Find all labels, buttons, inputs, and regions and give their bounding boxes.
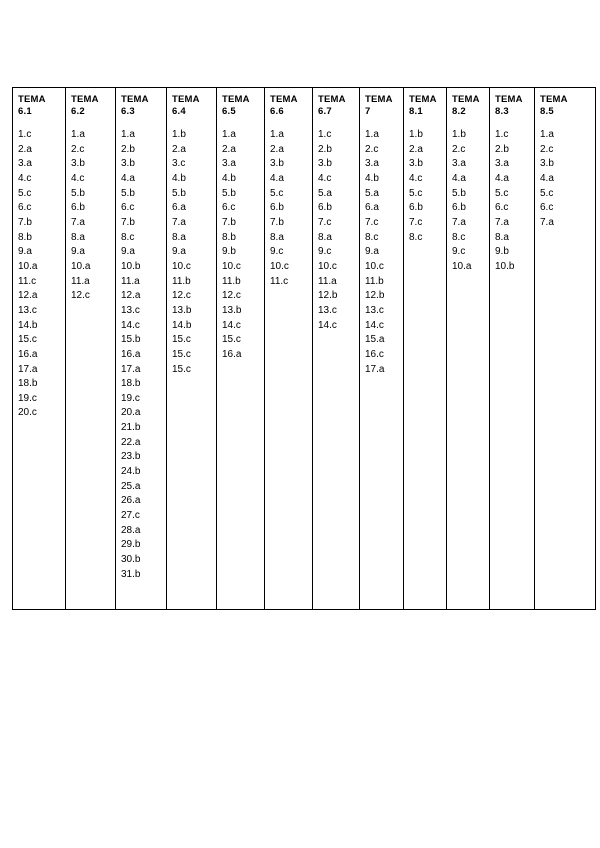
answer-item: 2.a	[18, 143, 32, 155]
answer-item: 6.c	[18, 202, 32, 214]
answer-item: 4.a	[270, 172, 284, 184]
tema-column-6-3	[116, 88, 167, 609]
answer-item: 15.c	[172, 348, 191, 360]
answer-item: 3.a	[495, 158, 509, 170]
answer-item: 18.b	[18, 378, 38, 390]
answer-item: 3.b	[409, 158, 423, 170]
answer-list	[540, 128, 595, 231]
answer-item: 9.a	[18, 246, 32, 258]
tema-column-8-2	[447, 88, 490, 609]
answer-item: 5.c	[270, 187, 284, 199]
answer-item: 7.c	[318, 216, 332, 228]
answer-item: 15.c	[172, 334, 191, 346]
answer-item: 1.b	[172, 129, 186, 140]
answer-list	[71, 128, 115, 304]
column-header: TEMA 8.3	[495, 94, 523, 117]
answer-item: 17.a	[365, 363, 385, 375]
answer-item: 6.b	[409, 202, 423, 214]
answer-item: 3.b	[540, 158, 554, 170]
answer-item: 2.b	[318, 143, 332, 155]
answer-item: 8.c	[452, 231, 466, 243]
answer-item: 10.c	[270, 260, 289, 272]
answer-item: 14.c	[222, 319, 241, 331]
answer-item: 7.b	[18, 216, 32, 228]
answer-item: 6.c	[121, 202, 135, 214]
answer-item: 29.b	[121, 539, 141, 551]
answer-item: 6.a	[172, 202, 186, 214]
answer-item: 10.c	[172, 260, 191, 272]
answer-item: 15.a	[365, 334, 385, 346]
answer-item: 7.a	[172, 216, 186, 228]
answer-item: 3.a	[222, 158, 236, 170]
answer-item: 12.b	[365, 290, 385, 302]
tema-column-7	[360, 88, 404, 609]
answer-item: 9.c	[270, 246, 284, 258]
answer-item: 4.a	[540, 172, 554, 184]
answer-item: 12.a	[121, 290, 141, 302]
answer-item: 1.c	[318, 129, 332, 140]
answer-item: 8.a	[270, 231, 284, 243]
answer-item: 5.b	[452, 187, 466, 199]
answer-item: 10.b	[495, 260, 515, 272]
answer-item: 10.a	[71, 260, 91, 272]
answer-item: 7.a	[495, 216, 509, 228]
answer-item: 10.a	[18, 260, 38, 272]
answer-item: 5.c	[409, 187, 423, 199]
answer-item: 9.a	[365, 246, 379, 258]
column-header: TEMA 6.7	[318, 94, 346, 117]
tema-column-8-5	[535, 88, 595, 609]
answer-item: 20.a	[121, 407, 141, 419]
answer-item: 1.a	[540, 129, 554, 140]
answer-item: 4.a	[495, 172, 509, 184]
answer-item: 3.c	[172, 158, 186, 170]
answer-item: 16.c	[365, 348, 384, 360]
answer-item: 3.a	[452, 158, 466, 170]
answer-item: 5.c	[18, 187, 32, 199]
answer-item: 4.a	[121, 172, 135, 184]
answer-item: 1.b	[409, 129, 423, 140]
answer-item: 2.a	[409, 143, 423, 155]
answer-item: 8.a	[172, 231, 186, 243]
answer-item: 18.b	[121, 378, 141, 390]
answer-item: 11.b	[222, 275, 241, 287]
answer-item: 21.b	[121, 422, 141, 434]
answer-item: 1.a	[270, 129, 284, 140]
answer-item: 7.a	[540, 216, 554, 228]
answer-item: 8.b	[222, 231, 236, 243]
answer-item: 4.c	[409, 172, 423, 184]
answer-item: 2.a	[222, 143, 236, 155]
answer-item: 26.a	[121, 495, 141, 507]
answer-item: 5.a	[318, 187, 332, 199]
answer-item: 17.a	[121, 363, 141, 375]
answer-item: 19.c	[18, 392, 37, 404]
answer-item: 6.b	[318, 202, 332, 214]
answer-item: 3.b	[71, 158, 85, 170]
answer-item: 13.c	[121, 304, 140, 316]
answer-item: 28.a	[121, 524, 141, 536]
column-header: TEMA 6.6	[270, 94, 298, 117]
answer-item: 13.c	[365, 304, 384, 316]
column-header: TEMA 7	[365, 94, 393, 117]
answer-item: 24.b	[121, 466, 141, 478]
answer-item: 7.c	[365, 216, 379, 228]
answer-item: 4.c	[71, 172, 85, 184]
column-header: TEMA 6.1	[18, 94, 46, 117]
answer-item: 1.c	[495, 129, 509, 140]
answer-item: 9.c	[318, 246, 332, 258]
answer-item: 15.c	[18, 334, 37, 346]
column-header: TEMA 8.5	[540, 94, 568, 117]
answer-item: 9.b	[222, 246, 236, 258]
answer-item: 3.a	[18, 158, 32, 170]
answer-item: 8.b	[18, 231, 32, 243]
answer-item: 4.b	[222, 172, 236, 184]
answer-item: 10.c	[222, 260, 241, 272]
answer-item: 11.a	[318, 275, 337, 287]
answer-item: 6.b	[71, 202, 85, 214]
answer-item: 10.c	[365, 260, 384, 272]
answer-list	[409, 128, 446, 245]
tema-column-6-2	[66, 88, 116, 609]
answer-item: 14.c	[121, 319, 140, 331]
answer-item: 5.c	[540, 187, 554, 199]
answer-item: 3.a	[365, 158, 379, 170]
tema-column-6-4	[167, 88, 217, 609]
tema-column-6-5	[217, 88, 265, 609]
column-header: TEMA 8.2	[452, 94, 480, 117]
answer-item: 1.a	[71, 129, 85, 140]
answer-item: 4.b	[365, 172, 379, 184]
answer-item: 11.c	[18, 275, 37, 287]
answer-item: 17.a	[18, 363, 38, 375]
answer-item: 12.c	[71, 290, 90, 302]
answer-item: 8.c	[365, 231, 379, 243]
answer-item: 3.b	[270, 158, 284, 170]
answer-item: 2.c	[71, 143, 85, 155]
answer-item: 2.c	[540, 143, 554, 155]
answer-item: 30.b	[121, 554, 141, 566]
answer-item: 16.a	[121, 348, 141, 360]
answer-item: 20.c	[18, 407, 37, 419]
answer-item: 9.a	[121, 246, 135, 258]
answer-item: 7.a	[452, 216, 466, 228]
answer-item: 2.a	[172, 143, 186, 155]
column-header: TEMA 8.1	[409, 94, 437, 117]
answer-item: 2.a	[270, 143, 284, 155]
answer-item: 11.b	[172, 275, 191, 287]
answer-item: 4.c	[18, 172, 32, 184]
answer-list	[172, 128, 216, 377]
tema-column-6-6	[265, 88, 313, 609]
answer-item: 6.b	[452, 202, 466, 214]
answer-key-table	[12, 87, 596, 610]
column-header: TEMA 6.2	[71, 94, 99, 117]
answer-item: 15.c	[222, 334, 241, 346]
answer-item: 5.b	[222, 187, 236, 199]
answer-list	[121, 128, 166, 582]
answer-list	[222, 128, 264, 363]
answer-item: 13.c	[318, 304, 337, 316]
answer-item: 5.b	[172, 187, 186, 199]
answer-item: 1.c	[18, 129, 32, 140]
answer-item: 11.a	[71, 275, 90, 287]
answer-item: 15.b	[121, 334, 141, 346]
answer-item: 7.b	[270, 216, 284, 228]
answer-item: 10.b	[121, 260, 141, 272]
answer-item: 5.b	[121, 187, 135, 199]
answer-item: 1.b	[452, 129, 466, 140]
answer-item: 10.a	[452, 260, 472, 272]
tema-column-8-1	[404, 88, 447, 609]
answer-item: 5.b	[71, 187, 85, 199]
answer-item: 6.c	[495, 202, 509, 214]
answer-item: 11.b	[365, 275, 384, 287]
column-header: TEMA 6.4	[172, 94, 200, 117]
answer-list	[495, 128, 534, 275]
answer-item: 11.c	[270, 275, 289, 287]
answer-item: 6.b	[270, 202, 284, 214]
tema-column-6-7	[313, 88, 360, 609]
answer-list	[452, 128, 489, 275]
answer-item: 7.b	[121, 216, 135, 228]
answer-item: 13.b	[172, 304, 192, 316]
answer-item: 14.b	[18, 319, 38, 331]
answer-item: 8.a	[495, 231, 509, 243]
tema-column-6-1	[13, 88, 66, 609]
answer-item: 1.a	[222, 129, 236, 140]
answer-item: 11.a	[121, 275, 140, 287]
answer-item: 6.a	[365, 202, 379, 214]
answer-list	[18, 128, 65, 421]
answer-item: 5.c	[495, 187, 509, 199]
answer-item: 4.b	[172, 172, 186, 184]
answer-item: 14.b	[172, 319, 192, 331]
answer-item: 8.c	[121, 231, 135, 243]
answer-item: 15.c	[172, 363, 191, 375]
answer-item: 8.a	[71, 231, 85, 243]
answer-list	[318, 128, 359, 333]
answer-item: 13.c	[18, 304, 37, 316]
answer-list	[270, 128, 312, 289]
answer-item: 3.b	[318, 158, 332, 170]
answer-item: 25.a	[121, 480, 141, 492]
column-header: TEMA 6.5	[222, 94, 250, 117]
answer-item: 6.c	[540, 202, 554, 214]
answer-item: 31.b	[121, 568, 141, 580]
answer-item: 16.a	[222, 348, 242, 360]
answer-item: 2.b	[495, 143, 509, 155]
answer-item: 3.b	[121, 158, 135, 170]
answer-item: 5.a	[365, 187, 379, 199]
answer-item: 27.c	[121, 510, 140, 522]
answer-item: 1.a	[365, 129, 379, 140]
tema-column-8-3	[490, 88, 535, 609]
answer-item: 14.c	[318, 319, 337, 331]
answer-item: 4.a	[452, 172, 466, 184]
answer-item: 23.b	[121, 451, 141, 463]
answer-item: 22.a	[121, 436, 141, 448]
answer-item: 2.c	[452, 143, 466, 155]
answer-item: 7.c	[409, 216, 423, 228]
answer-item: 9.b	[495, 246, 509, 258]
answer-item: 13.b	[222, 304, 242, 316]
answer-item: 6.c	[222, 202, 236, 214]
answer-item: 12.c	[222, 290, 241, 302]
answer-item: 9.c	[452, 246, 466, 258]
answer-item: 7.a	[71, 216, 85, 228]
answer-list	[365, 128, 403, 377]
answer-item: 9.a	[71, 246, 85, 258]
column-header: TEMA 6.3	[121, 94, 149, 117]
answer-item: 12.a	[18, 290, 38, 302]
answer-item: 19.c	[121, 392, 140, 404]
answer-item: 16.a	[18, 348, 38, 360]
answer-item: 14.c	[365, 319, 384, 331]
answer-item: 8.c	[409, 231, 423, 243]
answer-item: 2.c	[365, 143, 379, 155]
answer-item: 4.c	[318, 172, 332, 184]
answer-item: 7.b	[222, 216, 236, 228]
answer-item: 8.a	[318, 231, 332, 243]
answer-item: 1.a	[121, 129, 135, 140]
answer-item: 10.c	[318, 260, 337, 272]
answer-item: 12.c	[172, 290, 191, 302]
answer-item: 12.b	[318, 290, 338, 302]
answer-item: 2.b	[121, 143, 135, 155]
answer-item: 9.a	[172, 246, 186, 258]
